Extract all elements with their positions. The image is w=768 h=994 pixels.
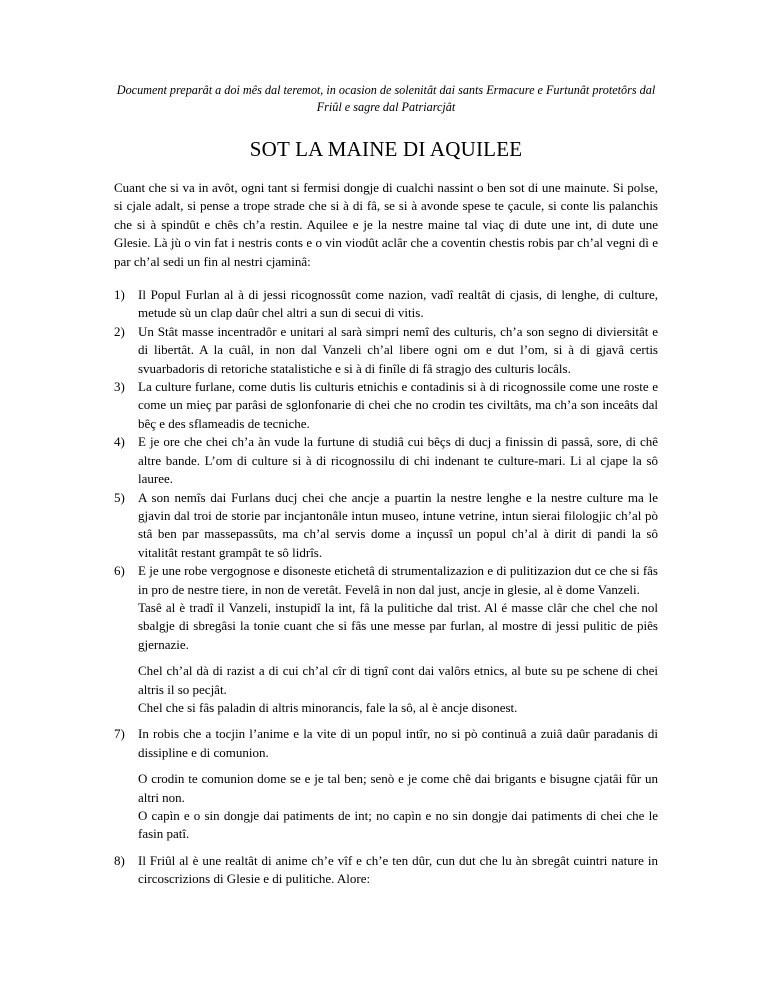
item-text: Il Popul Furlan al à di jessi ricognossût come nazion, vadî realtât di cjasis, di lenghe, di culture, metude sù un clap daûr chel altri a sun di secui di vitis. (138, 287, 658, 321)
item-note: Chel ch’al dà di razist a di cui ch’al cîr di tignî cont dai valôrs etnics, al bute su pe schene di chei altris il so pecjât. (138, 663, 658, 697)
item-number: 3) (114, 379, 125, 395)
document-title: SOT LA MAINE DI AQUILEE (249, 137, 523, 161)
list-item (114, 433, 658, 488)
list-item (114, 562, 658, 717)
item-text: E je ore che chei ch’a àn vude la furtune di studiâ cui bêçs di ducj a finissin di passâ, sore, di chê altre bande. L’om di culture si à di ricognossilu di chi indenant te culture-mari. Li al cjape la sô lauree. (138, 434, 658, 487)
item-number: 4) (114, 434, 125, 450)
item-text: Il Friûl al è une realtât di anime ch’e vîf e ch’e ten dûr, cun dut che lu àn sbregât cuintri nature in circoscrizions di Glesie e di pulitiche. Alore: (138, 852, 658, 887)
item-note: O crodin te comunion dome se e je tal ben; senò e je come chê dai brigants e bisugne cjatâi fûr un altri non. (138, 771, 658, 805)
list-item (114, 852, 658, 889)
intro-paragraph: Cuant che si va in avôt, ogni tant si fermisi dongje di cualchi nassint o ben sot di une mainute. Si polse, si cjale adalt, si pense a trope strade che si à di fâ, se si à avonde spese te çacule, si conte lis palanchis che si à spindût e chês ch’a restin. Aquilee e je la nestre maine tal viaç di dute une int, di dute une Glesie. Là jù o vin fat i nestris conts e o vin viodût aclâr che a coventin chestis robis par ch’al vegni dì e par ch’al sedi un fin al nestri cjaminâ: (114, 180, 658, 269)
item-text: La culture furlane, come dutis lis culturis etnichis e contadinis si à di ricognossile come une roste e come un mieç par parâsi de sglonfonarie di chei che no crodin tes civiltâts, ma ch’a son inceâts dal bêç e des sflameadis de tecniche. (138, 379, 658, 431)
list-item (114, 489, 658, 563)
item-text: E je une robe vergognose e disoneste etichetâ di strumentalizazion e di pulitizazion dut ce che si fâs in pro de nestre tiere, in non de veretât. Fevelâ in non dal just, ancje in glesie, al è dome Vanzeli. (138, 563, 658, 597)
item-number: 2) (114, 323, 125, 339)
item-text: In robis che a tocjin l’anime e la vite di un popul intîr, no si pò continuâ a zuiâ daûr paradanis di dissipline e di comunion. (138, 726, 658, 760)
item-note: Chel che si fâs paladin di altris minorancis, fale la sô, al è ancje disonest. (138, 699, 518, 715)
item-note: O capìn e o sin dongje dai patiments de int; no capìn e no sin dongje dai patiments di chei che le fasin patî. (138, 808, 658, 842)
points-list (114, 286, 658, 889)
document-page (114, 82, 658, 889)
item-number: 8) (114, 852, 125, 868)
list-item (114, 378, 658, 433)
document-subtitle: Document preparât a doi mês dal teremot, in ocasion de solenitât dai sants Ermacure e Furtunât protetôrs dal Friûl e sagre dal Patriarcjât (116, 83, 656, 114)
list-item (114, 323, 658, 378)
item-number: 1) (114, 287, 125, 303)
item-number: 7) (114, 726, 125, 742)
item-text-continued: Tasê al è tradî il Vanzeli, instupidî la int, fâ la pulitiche dal trist. Al é masse clâr che chel che nol sbalgje di sbregâsi la tonie cuant che si fâs une messe par furlan, al mostre di jessi pulitic de piês gjernazie. (138, 599, 658, 652)
item-text: Un Stât masse incentradôr e unitari al sarà simpri nemî des culturis, ch’a son segno di diviersitât e di libertât. A la cuâl, in non dal Vanzeli ch’al libere ogni om e dut l’om, si à di gjavâ certis svuarbadoris di retoriche statalistiche e si à di finîle di fâ stragjo des culturis locâls. (138, 323, 658, 376)
list-item (114, 286, 658, 323)
item-text: A son nemîs dai Furlans ducj chei che ancje a puartin la nestre lenghe e la nestre culture ma le gjavin dal troi de storie par incjantonâle intun museo, intune vetrine, intun sierai filologjic ch’al pò stâ ben par massepassûts, ma ch’al servis dome a inçussî un popul ch’al à dirit di pandi la sô vitalitât restant grampât te sô lidrîs. (138, 489, 658, 560)
item-number: 5) (114, 489, 125, 505)
list-item (114, 725, 658, 843)
item-number: 6) (114, 563, 125, 579)
